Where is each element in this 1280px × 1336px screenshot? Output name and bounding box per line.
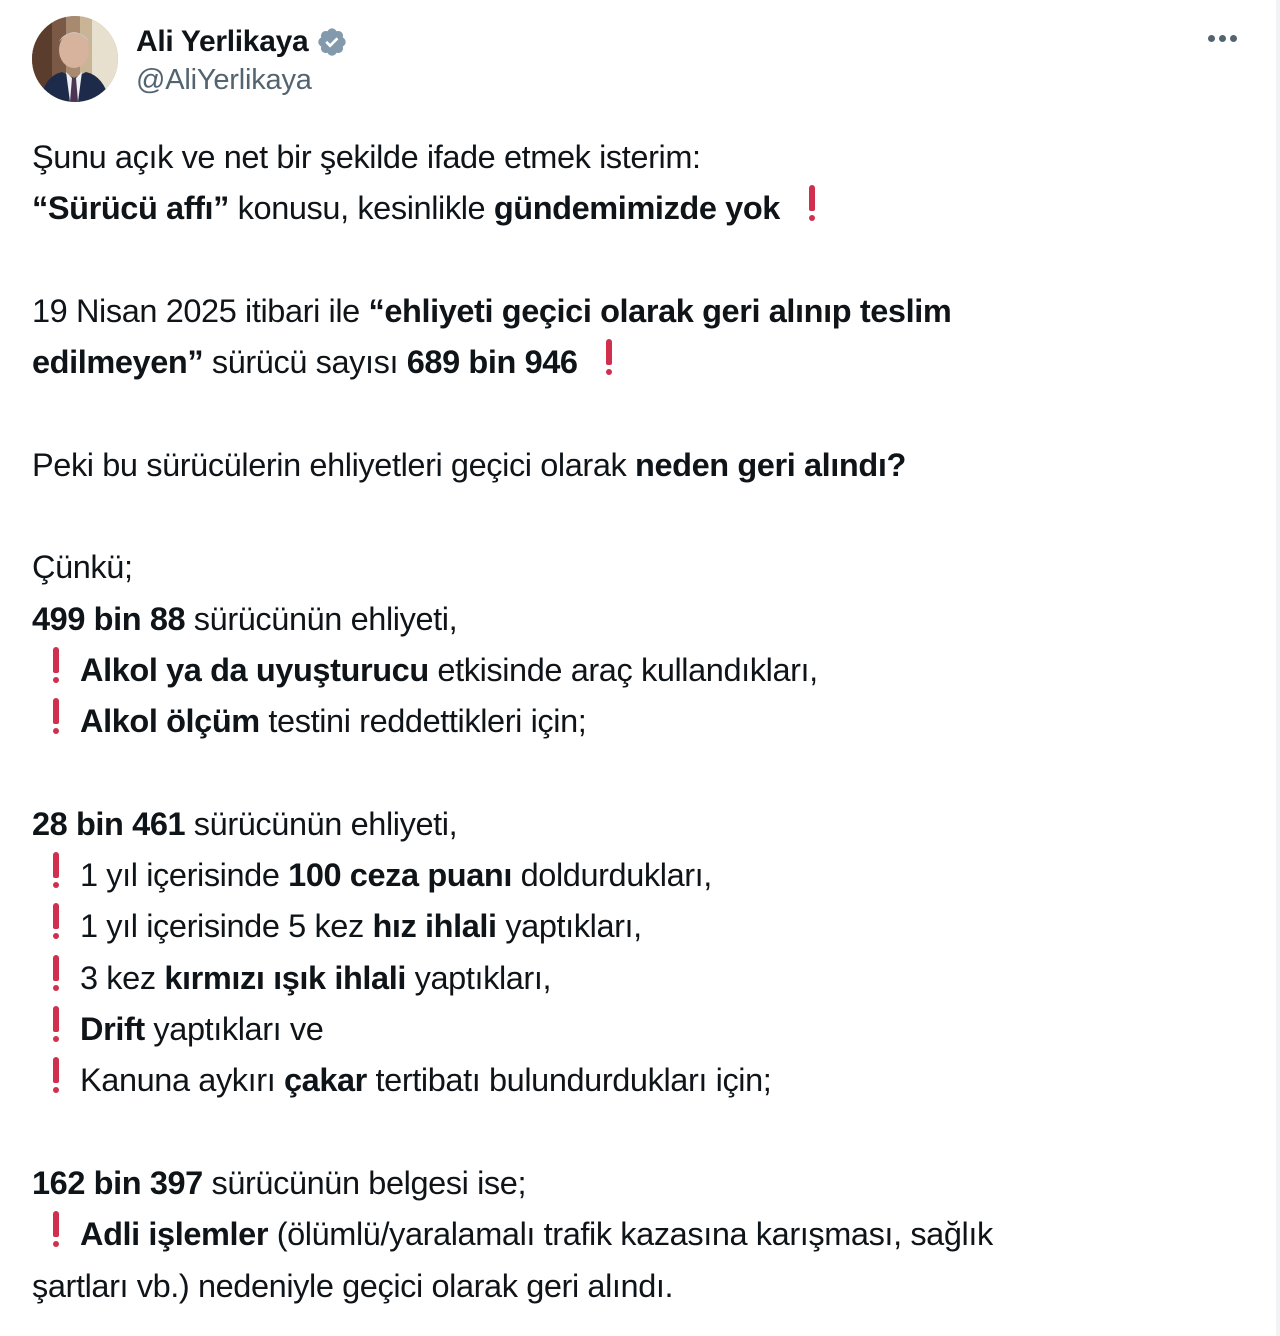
scrollbar-track[interactable] (1276, 0, 1280, 1336)
text-span: (ölümlü/yaralamalı trafik kazasına karışması, sağlık (268, 1216, 993, 1253)
bold-text: çakar (283, 1062, 367, 1099)
exclamation-mark-icon (807, 185, 817, 225)
text-span: sürücünün ehliyeti, (185, 805, 458, 842)
text-span: Çünkü; (32, 549, 133, 586)
text-span: 3 kez (80, 959, 165, 996)
text-line (32, 799, 1232, 850)
text-line (32, 440, 1232, 491)
text-span: yaptıkları ve (144, 1011, 324, 1048)
list-item (32, 1004, 1232, 1055)
bold-text: Drift (80, 1011, 145, 1048)
list-item (32, 1055, 1232, 1106)
bold-text: kırmızı ışık ihlali (164, 959, 406, 996)
exclamation-mark-icon (51, 698, 61, 738)
bold-text: neden geri alındı? (635, 446, 906, 483)
bold-text: Alkol ölçüm (80, 703, 260, 740)
text-span: şartları vb.) nedeniyle geçici olarak geri alındı. (32, 1267, 674, 1304)
text-span: sürücü sayısı (203, 344, 407, 381)
text-span: 1 yıl içerisinde (80, 857, 289, 894)
bold-text: hız ihlali (372, 908, 497, 945)
bold-text: “ehliyeti geçici olarak geri alınıp teslim (368, 292, 952, 329)
bold-text: 100 ceza puanı (288, 857, 512, 894)
text-span: yaptıkları, (406, 959, 552, 996)
list-item (32, 901, 1232, 952)
list-item (32, 850, 1232, 901)
bold-text: Alkol ya da uyuşturucu (80, 651, 429, 688)
list-item (32, 645, 1232, 696)
list-item (32, 1209, 1232, 1260)
bold-number: 499 bin 88 (32, 600, 186, 637)
author-display-name[interactable]: Ali Yerlikaya (136, 24, 309, 58)
bold-text: 689 bin 946 (406, 344, 578, 381)
text-span: sürücünün belgesi ise; (202, 1164, 527, 1201)
text-span: yaptıkları, (496, 908, 642, 945)
more-horizontal-icon-dot (1230, 35, 1237, 42)
text-line (32, 1158, 1232, 1209)
text-span: 1 yıl içerisinde 5 kez (80, 908, 373, 945)
avatar[interactable] (32, 16, 118, 102)
more-horizontal-icon-dot (1219, 35, 1226, 42)
text-span: 19 Nisan 2025 itibari ile (32, 292, 369, 329)
bold-text: edilmeyen” (32, 344, 204, 381)
bold-text: gündemimizde yok (493, 190, 780, 227)
text-line (32, 1261, 1232, 1312)
more-options-button[interactable] (1200, 24, 1244, 52)
text-line (32, 337, 1232, 388)
author-handle[interactable]: @AliYerlikaya (136, 63, 312, 96)
author-names (136, 22, 348, 97)
text-span: tertibatı bulundurdukları için; (366, 1062, 772, 1099)
avatar-photo (32, 16, 118, 102)
text-span: Kanuna aykırı (80, 1062, 284, 1099)
text-line (32, 542, 1232, 593)
text-line (32, 183, 1232, 234)
tweet-header (32, 14, 348, 104)
text-span: doldurdukları, (511, 857, 712, 894)
verified-badge-icon (316, 26, 348, 58)
exclamation-mark-icon (51, 903, 61, 943)
bold-number: 28 bin 461 (32, 805, 186, 842)
text-span: sürücünün ehliyeti, (185, 600, 458, 637)
exclamation-mark-icon (51, 1006, 61, 1046)
exclamation-mark-icon (51, 1057, 61, 1097)
exclamation-mark-icon (51, 647, 61, 687)
text-span: Peki bu sürücülerin ehliyetleri geçici olarak (32, 446, 636, 483)
text-line (32, 286, 1232, 337)
text-line (32, 132, 1232, 183)
tweet-text (32, 132, 1232, 1312)
more-horizontal-icon (1208, 35, 1215, 42)
text-span: etkisinde araç kullandıkları, (428, 651, 818, 688)
bold-number: 162 bin 397 (32, 1164, 203, 1201)
text-line (32, 594, 1232, 645)
list-item (32, 953, 1232, 1004)
exclamation-mark-icon (51, 955, 61, 995)
text-span: testini reddettikleri için; (259, 703, 587, 740)
text-span: konusu, kesinlikle (229, 190, 494, 227)
text-span: Şunu açık ve net bir şekilde ifade etmek isterim: (32, 139, 701, 175)
exclamation-mark-icon (51, 1211, 61, 1251)
list-item (32, 696, 1232, 747)
bold-text: “Sürücü affı” (32, 190, 230, 227)
exclamation-mark-icon (51, 852, 61, 892)
bold-text: Adli işlemler (80, 1216, 269, 1253)
exclamation-mark-icon (604, 339, 614, 379)
